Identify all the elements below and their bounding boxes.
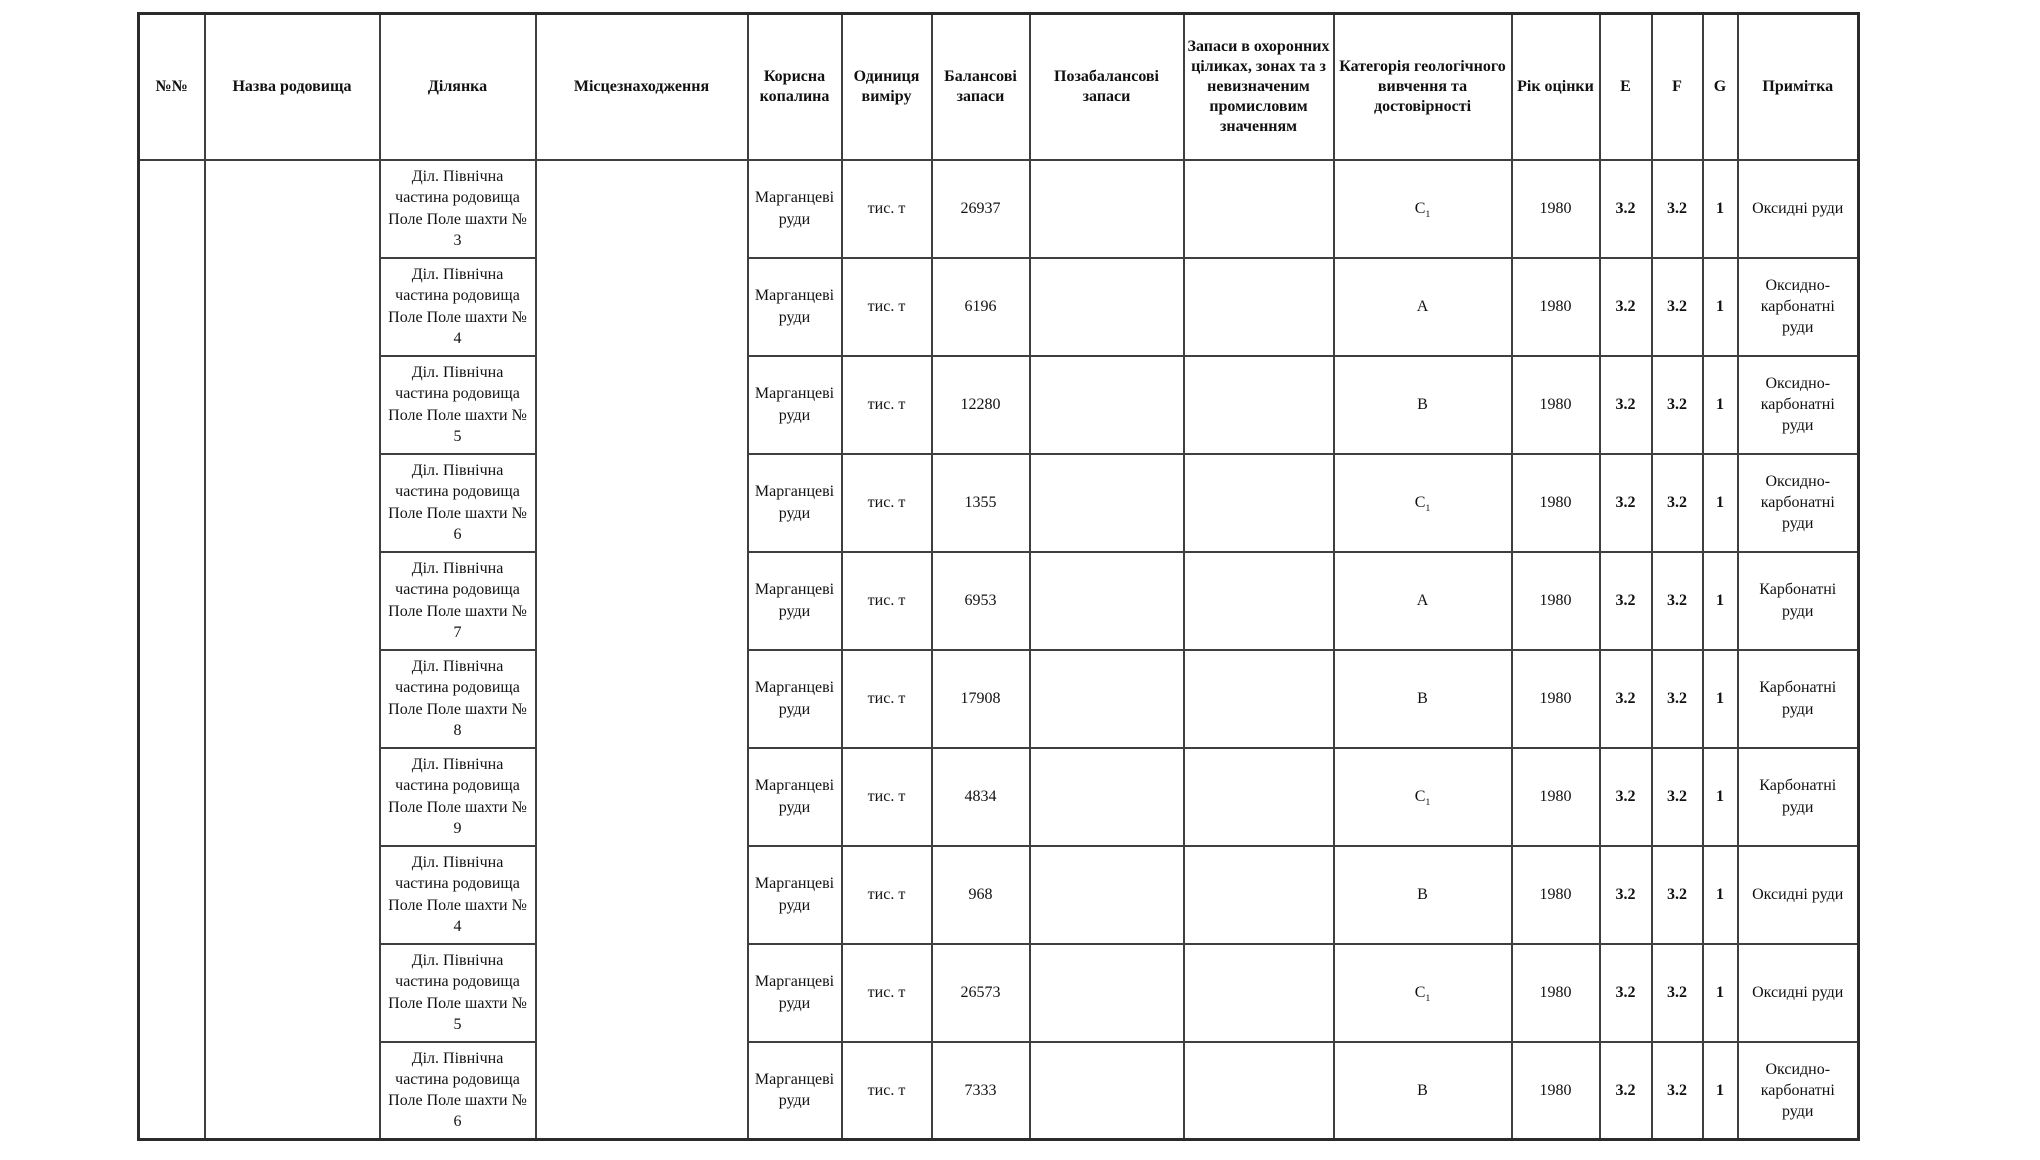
g-value-cell: 1 bbox=[1703, 748, 1738, 846]
col-header-protected-reserves: Запаси в охоронних ціликах, зонах та з невизначеним промисловим значенням bbox=[1184, 14, 1334, 160]
col-header-balance-reserves: Балансові запаси bbox=[932, 14, 1030, 160]
note-cell: Карбонатні руди bbox=[1738, 552, 1859, 650]
area-cell: Діл. Північна частина родовища Поле Поле шахти № 4 bbox=[380, 846, 536, 944]
g-value-cell: 1 bbox=[1703, 1042, 1738, 1140]
year-cell: 1980 bbox=[1512, 258, 1600, 356]
balance-reserves-cell: 6196 bbox=[932, 258, 1030, 356]
off-balance-reserves-cell bbox=[1030, 944, 1184, 1042]
unit-cell: тис. т bbox=[842, 846, 932, 944]
e-value-cell: 3.2 bbox=[1600, 748, 1652, 846]
unit-cell: тис. т bbox=[842, 944, 932, 1042]
e-value-cell: 3.2 bbox=[1600, 552, 1652, 650]
category-cell bbox=[1334, 160, 1512, 258]
year-cell: 1980 bbox=[1512, 454, 1600, 552]
unit-cell: тис. т bbox=[842, 454, 932, 552]
year-cell: 1980 bbox=[1512, 748, 1600, 846]
note-cell: Карбонатні руди bbox=[1738, 748, 1859, 846]
category-letter: С bbox=[1414, 493, 1426, 511]
area-cell: Діл. Північна частина родовища Поле Поле шахти № 7 bbox=[380, 552, 536, 650]
area-cell: Діл. Північна частина родовища Поле Поле шахти № 6 bbox=[380, 1042, 536, 1140]
num-cell bbox=[139, 160, 205, 1140]
mineral-cell: Марганцеві руди bbox=[748, 1042, 842, 1140]
g-value-cell: 1 bbox=[1703, 846, 1738, 944]
category-cell bbox=[1334, 258, 1512, 356]
category-cell bbox=[1334, 650, 1512, 748]
f-value-cell: 3.2 bbox=[1652, 1042, 1703, 1140]
f-value-cell: 3.2 bbox=[1652, 258, 1703, 356]
unit-cell: тис. т bbox=[842, 258, 932, 356]
off-balance-reserves-cell bbox=[1030, 846, 1184, 944]
protected-reserves-cell bbox=[1184, 356, 1334, 454]
e-value-cell: 3.2 bbox=[1600, 258, 1652, 356]
category-cell bbox=[1334, 748, 1512, 846]
category-cell bbox=[1334, 1042, 1512, 1140]
f-value-cell: 3.2 bbox=[1652, 552, 1703, 650]
col-header-off-balance-reserves: Позабалансові запаси bbox=[1030, 14, 1184, 160]
note-cell: Оксидні руди bbox=[1738, 160, 1859, 258]
area-cell: Діл. Північна частина родовища Поле Поле шахти № 5 bbox=[380, 356, 536, 454]
e-value-cell: 3.2 bbox=[1600, 650, 1652, 748]
area-cell: Діл. Північна частина родовища Поле Поле шахти № 8 bbox=[380, 650, 536, 748]
area-cell: Діл. Північна частина родовища Поле Поле шахти № 4 bbox=[380, 258, 536, 356]
year-cell: 1980 bbox=[1512, 552, 1600, 650]
g-value-cell: 1 bbox=[1703, 356, 1738, 454]
col-header-location: Місцезнаходження bbox=[536, 14, 748, 160]
category-subscript: 1 bbox=[1425, 993, 1431, 1005]
g-value-cell: 1 bbox=[1703, 552, 1738, 650]
f-value-cell: 3.2 bbox=[1652, 454, 1703, 552]
protected-reserves-cell bbox=[1184, 258, 1334, 356]
balance-reserves-cell: 26937 bbox=[932, 160, 1030, 258]
off-balance-reserves-cell bbox=[1030, 356, 1184, 454]
unit-cell: тис. т bbox=[842, 748, 932, 846]
col-header-area: Ділянка bbox=[380, 14, 536, 160]
mineral-reserves-table bbox=[137, 12, 1860, 1141]
off-balance-reserves-cell bbox=[1030, 258, 1184, 356]
off-balance-reserves-cell bbox=[1030, 748, 1184, 846]
area-cell: Діл. Північна частина родовища Поле Поле шахти № 5 bbox=[380, 944, 536, 1042]
unit-cell: тис. т bbox=[842, 356, 932, 454]
col-header-deposit-name: Назва родовища bbox=[205, 14, 380, 160]
note-cell: Карбонатні руди bbox=[1738, 650, 1859, 748]
mineral-cell: Марганцеві руди bbox=[748, 944, 842, 1042]
category-subscript: 1 bbox=[1425, 797, 1431, 809]
g-value-cell: 1 bbox=[1703, 160, 1738, 258]
e-value-cell: 3.2 bbox=[1600, 846, 1652, 944]
col-header-year: Рік оцінки bbox=[1512, 14, 1600, 160]
off-balance-reserves-cell bbox=[1030, 160, 1184, 258]
note-cell: Оксидно-карбонатні руди bbox=[1738, 1042, 1859, 1140]
note-cell: Оксидно-карбонатні руди bbox=[1738, 454, 1859, 552]
mineral-cell: Марганцеві руди bbox=[748, 552, 842, 650]
table-row bbox=[139, 552, 1859, 650]
unit-cell: тис. т bbox=[842, 650, 932, 748]
year-cell: 1980 bbox=[1512, 1042, 1600, 1140]
off-balance-reserves-cell bbox=[1030, 650, 1184, 748]
table-row bbox=[139, 748, 1859, 846]
note-cell: Оксидні руди bbox=[1738, 846, 1859, 944]
table-row bbox=[139, 1042, 1859, 1140]
f-value-cell: 3.2 bbox=[1652, 846, 1703, 944]
protected-reserves-cell bbox=[1184, 160, 1334, 258]
balance-reserves-cell: 968 bbox=[932, 846, 1030, 944]
location-cell bbox=[536, 160, 748, 1140]
f-value-cell: 3.2 bbox=[1652, 160, 1703, 258]
category-subscript: 1 bbox=[1425, 209, 1431, 221]
category-letter: В bbox=[1417, 885, 1428, 903]
category-letter: В bbox=[1417, 689, 1428, 707]
category-letter: А bbox=[1416, 297, 1429, 315]
e-value-cell: 3.2 bbox=[1600, 1042, 1652, 1140]
col-header-num: №№ bbox=[139, 14, 205, 160]
protected-reserves-cell bbox=[1184, 944, 1334, 1042]
table-row bbox=[139, 944, 1859, 1042]
year-cell: 1980 bbox=[1512, 650, 1600, 748]
category-cell bbox=[1334, 944, 1512, 1042]
year-cell: 1980 bbox=[1512, 846, 1600, 944]
g-value-cell: 1 bbox=[1703, 454, 1738, 552]
balance-reserves-cell: 12280 bbox=[932, 356, 1030, 454]
category-cell bbox=[1334, 552, 1512, 650]
year-cell: 1980 bbox=[1512, 356, 1600, 454]
table-row bbox=[139, 356, 1859, 454]
unit-cell: тис. т bbox=[842, 1042, 932, 1140]
col-header-e: E bbox=[1600, 14, 1652, 160]
col-header-g: G bbox=[1703, 14, 1738, 160]
e-value-cell: 3.2 bbox=[1600, 356, 1652, 454]
e-value-cell: 3.2 bbox=[1600, 160, 1652, 258]
balance-reserves-cell: 17908 bbox=[932, 650, 1030, 748]
area-cell: Діл. Північна частина родовища Поле Поле шахти № 6 bbox=[380, 454, 536, 552]
protected-reserves-cell bbox=[1184, 1042, 1334, 1140]
balance-reserves-cell: 4834 bbox=[932, 748, 1030, 846]
protected-reserves-cell bbox=[1184, 650, 1334, 748]
e-value-cell: 3.2 bbox=[1600, 944, 1652, 1042]
mineral-cell: Марганцеві руди bbox=[748, 650, 842, 748]
table-body bbox=[139, 160, 1859, 1140]
unit-cell: тис. т bbox=[842, 160, 932, 258]
off-balance-reserves-cell bbox=[1030, 454, 1184, 552]
g-value-cell: 1 bbox=[1703, 650, 1738, 748]
table-header bbox=[139, 14, 1859, 160]
area-cell: Діл. Північна частина родовища Поле Поле шахти № 9 bbox=[380, 748, 536, 846]
f-value-cell: 3.2 bbox=[1652, 356, 1703, 454]
table-row bbox=[139, 846, 1859, 944]
col-header-f: F bbox=[1652, 14, 1703, 160]
category-letter: А bbox=[1416, 591, 1429, 609]
note-cell: Оксидно-карбонатні руди bbox=[1738, 258, 1859, 356]
category-letter: С bbox=[1414, 787, 1426, 805]
g-value-cell: 1 bbox=[1703, 944, 1738, 1042]
balance-reserves-cell: 6953 bbox=[932, 552, 1030, 650]
category-letter: В bbox=[1417, 1081, 1428, 1099]
category-subscript: 1 bbox=[1425, 503, 1431, 515]
balance-reserves-cell: 26573 bbox=[932, 944, 1030, 1042]
table-row bbox=[139, 160, 1859, 258]
col-header-mineral: Корисна копалина bbox=[748, 14, 842, 160]
mineral-cell: Марганцеві руди bbox=[748, 160, 842, 258]
area-cell: Діл. Північна частина родовища Поле Поле шахти № 3 bbox=[380, 160, 536, 258]
e-value-cell: 3.2 bbox=[1600, 454, 1652, 552]
f-value-cell: 3.2 bbox=[1652, 944, 1703, 1042]
protected-reserves-cell bbox=[1184, 552, 1334, 650]
protected-reserves-cell bbox=[1184, 454, 1334, 552]
category-letter: С bbox=[1414, 983, 1426, 1001]
table-row bbox=[139, 454, 1859, 552]
col-header-note: Примітка bbox=[1738, 14, 1859, 160]
year-cell: 1980 bbox=[1512, 160, 1600, 258]
mineral-cell: Марганцеві руди bbox=[748, 454, 842, 552]
table-row bbox=[139, 258, 1859, 356]
protected-reserves-cell bbox=[1184, 846, 1334, 944]
balance-reserves-cell: 1355 bbox=[932, 454, 1030, 552]
g-value-cell: 1 bbox=[1703, 258, 1738, 356]
mineral-cell: Марганцеві руди bbox=[748, 846, 842, 944]
off-balance-reserves-cell bbox=[1030, 1042, 1184, 1140]
f-value-cell: 3.2 bbox=[1652, 650, 1703, 748]
balance-reserves-cell: 7333 bbox=[932, 1042, 1030, 1140]
f-value-cell: 3.2 bbox=[1652, 748, 1703, 846]
col-header-unit: Одиниця виміру bbox=[842, 14, 932, 160]
category-cell bbox=[1334, 846, 1512, 944]
mineral-cell: Марганцеві руди bbox=[748, 748, 842, 846]
table-row bbox=[139, 650, 1859, 748]
deposit-name-cell bbox=[205, 160, 380, 1140]
year-cell: 1980 bbox=[1512, 944, 1600, 1042]
off-balance-reserves-cell bbox=[1030, 552, 1184, 650]
col-header-category: Категорія геологічного вивчення та достовірності bbox=[1334, 14, 1512, 160]
unit-cell: тис. т bbox=[842, 552, 932, 650]
category-letter: С bbox=[1414, 199, 1426, 217]
note-cell: Оксидні руди bbox=[1738, 944, 1859, 1042]
mineral-cell: Марганцеві руди bbox=[748, 258, 842, 356]
category-cell bbox=[1334, 356, 1512, 454]
header-row bbox=[139, 14, 1859, 160]
category-letter: В bbox=[1417, 395, 1428, 413]
note-cell: Оксидно-карбонатні руди bbox=[1738, 356, 1859, 454]
category-cell bbox=[1334, 454, 1512, 552]
mineral-cell: Марганцеві руди bbox=[748, 356, 842, 454]
protected-reserves-cell bbox=[1184, 748, 1334, 846]
